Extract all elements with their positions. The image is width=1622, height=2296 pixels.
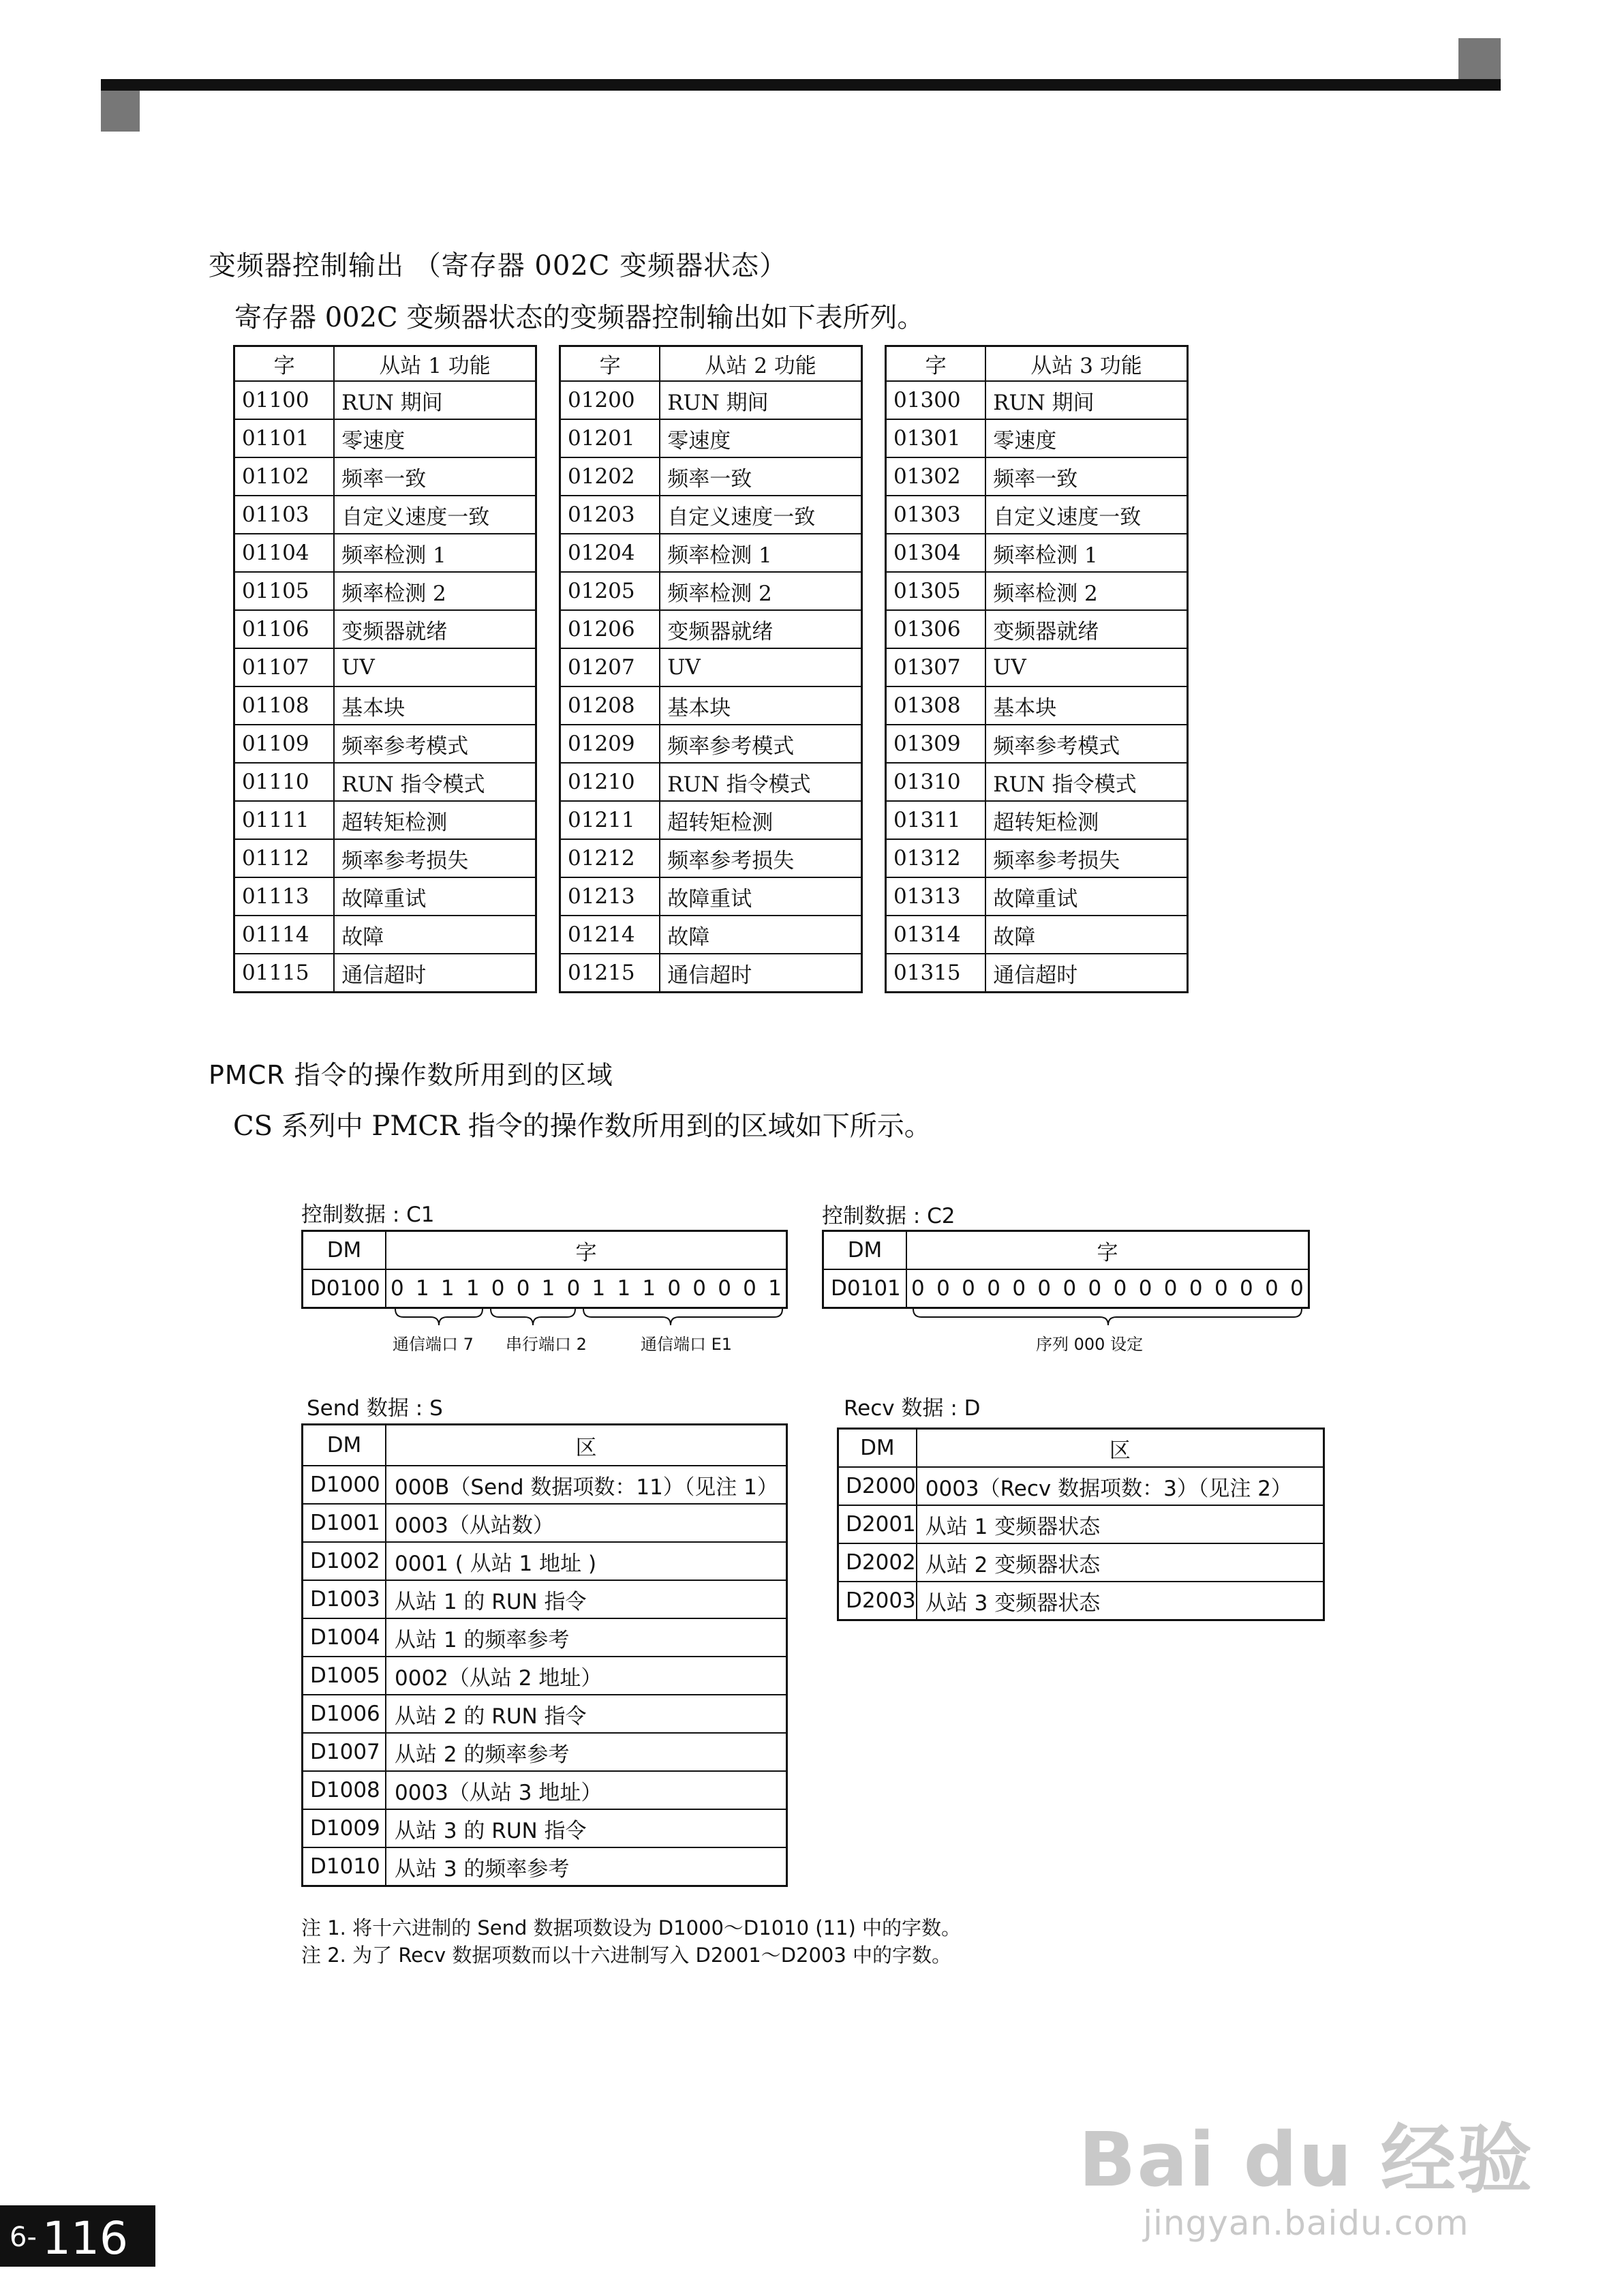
word-cell: 01115: [234, 954, 335, 993]
c1-col-word: 字: [386, 1231, 787, 1270]
page-number-value: 116: [42, 2212, 128, 2265]
bit-value: 0: [516, 1276, 530, 1301]
table-row: [886, 457, 1188, 496]
dm-cell: D1001: [303, 1504, 386, 1542]
function-cell: 频率一致: [660, 457, 861, 496]
word-cell: 01205: [560, 572, 660, 610]
bit-value: 0: [1189, 1276, 1203, 1301]
area-cell: 从站 3 的频率参考: [386, 1847, 787, 1886]
function-cell: 故障重试: [334, 877, 536, 916]
c2-bits: [911, 1276, 1308, 1301]
bit-value: 1: [465, 1276, 480, 1301]
table-row: [560, 725, 862, 763]
word-cell: 01204: [560, 534, 660, 572]
word-cell: 01210: [560, 763, 660, 801]
table-row: [560, 457, 862, 496]
word-cell: 01311: [886, 801, 986, 839]
area-cell: 0003（Recv 数据项数：3）（见注 2）: [917, 1467, 1324, 1505]
area-cell: 从站 1 变频器状态: [917, 1505, 1324, 1543]
word-cell: 01310: [886, 763, 986, 801]
dm-cell: D1010: [303, 1847, 386, 1886]
word-cell: 01207: [560, 648, 660, 686]
word-cell: 01100: [234, 381, 335, 419]
table-row: [886, 572, 1188, 610]
function-cell: 超转矩检测: [985, 801, 1187, 839]
area-cell: 0003（从站数）: [386, 1504, 787, 1542]
bit-value: 0: [1012, 1276, 1026, 1301]
word-cell: 01312: [886, 839, 986, 877]
c2-col-word: 字: [906, 1231, 1309, 1270]
function-cell: 频率参考模式: [660, 725, 861, 763]
bit-value: 0: [1290, 1276, 1304, 1301]
bit-value: 0: [667, 1276, 682, 1301]
area-cell: 从站 1 的 RUN 指令: [386, 1580, 787, 1618]
table-row: [886, 839, 1188, 877]
word-cell: 01212: [560, 839, 660, 877]
bit-value: 0: [1062, 1276, 1077, 1301]
table-row: [303, 1771, 787, 1809]
word-cell: 01108: [234, 686, 335, 725]
recv-col-dm: DM: [838, 1429, 917, 1468]
word-cell: 01114: [234, 916, 335, 954]
table-row: [886, 763, 1188, 801]
function-cell: RUN 期间: [660, 381, 861, 419]
function-cell: 基本块: [660, 686, 861, 725]
dm-cell: D1000: [303, 1466, 386, 1504]
table-row: [560, 610, 862, 648]
header-tab-right: [1458, 38, 1501, 80]
dm-cell: D1009: [303, 1809, 386, 1847]
bit-value: 0: [1088, 1276, 1102, 1301]
function-cell: 变频器就绪: [334, 610, 536, 648]
word-cell: 01315: [886, 954, 986, 993]
table-row: [886, 534, 1188, 572]
slave-table-1: [233, 345, 537, 993]
bit-value: 1: [592, 1276, 606, 1301]
dm-cell: D2002: [838, 1543, 917, 1582]
table-row: [234, 534, 536, 572]
c2-brace: [911, 1306, 1309, 1333]
bit-value: 0: [1138, 1276, 1152, 1301]
table-row: [560, 763, 862, 801]
table-row: [303, 1504, 787, 1542]
word-cell: 01104: [234, 534, 335, 572]
table-row: [838, 1543, 1324, 1582]
dm-cell: D1006: [303, 1695, 386, 1733]
word-cell: 01215: [560, 954, 660, 993]
function-cell: 频率一致: [985, 457, 1187, 496]
note-2: 注 2. 为了 Recv 数据项数而以十六进制写入 D2001～D2003 中的字数。: [301, 1944, 952, 1967]
section-intro-2: CS 系列中 PMCR 指令的操作数所用到的区域如下所示。: [233, 1111, 932, 1142]
column-header-word: 字: [560, 346, 660, 382]
table-row: [886, 725, 1188, 763]
word-cell: 01308: [886, 686, 986, 725]
c1-brace-label-1: 通信端口 7: [393, 1335, 474, 1354]
table-row: [303, 1809, 787, 1847]
word-cell: 01307: [886, 648, 986, 686]
send-table: [301, 1423, 788, 1887]
function-cell: 频率检测 1: [985, 534, 1187, 572]
bit-value: 0: [692, 1276, 706, 1301]
recv-col-area: 区: [917, 1429, 1324, 1468]
table-row: [886, 954, 1188, 993]
word-cell: 01202: [560, 457, 660, 496]
note-1: 注 1. 将十六进制的 Send 数据项数设为 D1000～D1010 (11) 中的字数。: [301, 1916, 962, 1939]
area-cell: 从站 2 变频器状态: [917, 1543, 1324, 1582]
c1-brace-label-3: 通信端口 E1: [641, 1335, 733, 1354]
table-row: [234, 686, 536, 725]
word-cell: 01300: [886, 381, 986, 419]
word-cell: 01309: [886, 725, 986, 763]
function-cell: 频率检测 2: [334, 572, 536, 610]
bit-value: 0: [718, 1276, 731, 1301]
table-row: [560, 916, 862, 954]
bit-value: 0: [1214, 1276, 1228, 1301]
header-rule: [101, 79, 1501, 91]
bit-value: 0: [1037, 1276, 1052, 1301]
c1-brace-label-2: 串行端口 2: [506, 1335, 587, 1354]
function-cell: 自定义速度一致: [660, 496, 861, 534]
send-label: Send 数据 : S: [307, 1396, 443, 1421]
area-cell: 从站 2 的频率参考: [386, 1733, 787, 1771]
column-header-word: 字: [886, 346, 986, 382]
function-cell: 零速度: [660, 419, 861, 457]
table-row: [838, 1505, 1324, 1543]
table-row: [303, 1580, 787, 1618]
column-header-word: 字: [234, 346, 335, 382]
function-cell: 变频器就绪: [660, 610, 861, 648]
table-row: [886, 419, 1188, 457]
function-cell: 通信超时: [660, 954, 861, 993]
c1-braces: [391, 1306, 786, 1333]
dm-cell: D1008: [303, 1771, 386, 1809]
function-cell: 零速度: [334, 419, 536, 457]
table-row: [560, 686, 862, 725]
word-cell: 01211: [560, 801, 660, 839]
dm-cell: D2003: [838, 1582, 917, 1620]
word-cell: 01201: [560, 419, 660, 457]
area-cell: 从站 3 的 RUN 指令: [386, 1809, 787, 1847]
dm-cell: D1005: [303, 1657, 386, 1695]
word-cell: 01213: [560, 877, 660, 916]
watermark-logo: Bai du 经验: [1078, 2116, 1533, 2203]
word-cell: 01304: [886, 534, 986, 572]
word-cell: 01302: [886, 457, 986, 496]
c1-bits: [391, 1276, 786, 1301]
area-cell: 0002（从站 2 地址）: [386, 1657, 787, 1695]
c1-dm-cell: D0100: [303, 1269, 386, 1308]
area-cell: 从站 2 的 RUN 指令: [386, 1695, 787, 1733]
table-row: [560, 839, 862, 877]
c1-col-dm: DM: [303, 1231, 386, 1270]
table-row: [886, 610, 1188, 648]
table-header-row: [886, 346, 1188, 382]
word-cell: 01305: [886, 572, 986, 610]
bit-value: 1: [440, 1276, 455, 1301]
table-row: [560, 496, 862, 534]
table-row: [560, 877, 862, 916]
table-row: [303, 1657, 787, 1695]
word-cell: 01314: [886, 916, 986, 954]
recv-table: [837, 1428, 1325, 1621]
section-title-2: PMCR 指令的操作数所用到的区域: [209, 1060, 613, 1090]
area-cell: 000B（Send 数据项数：11）（见注 1）: [386, 1466, 787, 1504]
c2-table: [822, 1230, 1310, 1309]
send-col-dm: DM: [303, 1425, 386, 1466]
table-row: [560, 954, 862, 993]
table-header-row: [234, 346, 536, 382]
word-cell: 01214: [560, 916, 660, 954]
watermark: [1079, 2100, 1533, 2243]
area-cell: 0001 ( 从站 1 地址 ): [386, 1542, 787, 1580]
function-cell: 故障: [334, 916, 536, 954]
c2-col-dm: DM: [823, 1231, 907, 1270]
notes: [301, 1914, 961, 1969]
table-row: [560, 419, 862, 457]
column-header-function: 从站 3 功能: [985, 346, 1187, 382]
function-cell: RUN 期间: [334, 381, 536, 419]
bit-value: 1: [415, 1276, 429, 1301]
function-cell: 频率检测 1: [660, 534, 861, 572]
dm-cell: D2000: [838, 1467, 917, 1505]
brace-serial-port: [491, 1309, 575, 1325]
function-cell: RUN 期间: [985, 381, 1187, 419]
table-row: [303, 1733, 787, 1771]
function-cell: 零速度: [985, 419, 1187, 457]
bit-value: 1: [642, 1276, 656, 1301]
table-row: [234, 916, 536, 954]
word-cell: 01105: [234, 572, 335, 610]
table-row: [303, 1466, 787, 1504]
table-row: [234, 877, 536, 916]
function-cell: UV: [660, 648, 861, 686]
function-cell: UV: [985, 648, 1187, 686]
word-cell: 01208: [560, 686, 660, 725]
section-intro: 寄存器 002C 变频器状态的变频器控制输出如下表所列。: [234, 302, 925, 333]
bit-value: 0: [1265, 1276, 1279, 1301]
table-row: [560, 381, 862, 419]
word-cell: 01303: [886, 496, 986, 534]
area-cell: 0003（从站 3 地址）: [386, 1771, 787, 1809]
function-cell: 频率参考损失: [985, 839, 1187, 877]
word-cell: 01200: [560, 381, 660, 419]
c2-dm-cell: D0101: [823, 1269, 907, 1308]
table-row: [234, 801, 536, 839]
table-row: [234, 648, 536, 686]
table-row: [234, 496, 536, 534]
table-row: [560, 648, 862, 686]
function-cell: 频率一致: [334, 457, 536, 496]
word-cell: 01112: [234, 839, 335, 877]
table-row: [303, 1542, 787, 1580]
table-row: [886, 381, 1188, 419]
bit-value: 0: [911, 1276, 925, 1301]
table-row: [303, 1695, 787, 1733]
bit-value: 1: [768, 1276, 782, 1301]
c1-label: 控制数据 : C1: [301, 1203, 435, 1227]
watermark-url: jingyan.baidu.com: [1143, 2203, 1469, 2243]
bit-value: 0: [962, 1276, 975, 1301]
bit-value: 1: [541, 1276, 555, 1301]
function-cell: 超转矩检测: [334, 801, 536, 839]
word-cell: 01301: [886, 419, 986, 457]
brace-comm-port: [395, 1309, 483, 1325]
dm-cell: D1004: [303, 1618, 386, 1657]
function-cell: RUN 指令模式: [334, 763, 536, 801]
function-cell: UV: [334, 648, 536, 686]
function-cell: 自定义速度一致: [334, 496, 536, 534]
word-cell: 01103: [234, 496, 335, 534]
word-cell: 01106: [234, 610, 335, 648]
slave-table-3: [885, 345, 1189, 993]
word-cell: 01113: [234, 877, 335, 916]
function-cell: 基本块: [334, 686, 536, 725]
bit-value: 0: [987, 1276, 1000, 1301]
table-row: [886, 496, 1188, 534]
function-cell: 通信超时: [985, 954, 1187, 993]
brace-sequence: [913, 1309, 1302, 1325]
table-header-row: [560, 346, 862, 382]
brace-comm-port-e1: [583, 1309, 782, 1325]
word-cell: 01102: [234, 457, 335, 496]
column-header-function: 从站 2 功能: [660, 346, 861, 382]
table-row: [234, 839, 536, 877]
function-cell: 频率参考模式: [334, 725, 536, 763]
bit-value: 0: [391, 1276, 404, 1301]
function-cell: 通信超时: [334, 954, 536, 993]
word-cell: 01306: [886, 610, 986, 648]
table-row: [303, 1847, 787, 1886]
function-cell: 频率参考损失: [660, 839, 861, 877]
dm-cell: D2001: [838, 1505, 917, 1543]
word-cell: 01313: [886, 877, 986, 916]
recv-label: Recv 数据 : D: [844, 1396, 981, 1421]
table-row: [886, 648, 1188, 686]
send-col-area: 区: [386, 1425, 787, 1466]
c2-brace-label: 序列 000 设定: [1036, 1335, 1144, 1354]
word-cell: 01101: [234, 419, 335, 457]
dm-cell: D1007: [303, 1733, 386, 1771]
function-cell: 频率检测 1: [334, 534, 536, 572]
table-row: [560, 534, 862, 572]
function-cell: 故障: [660, 916, 861, 954]
page-number-prefix: 6-: [10, 2222, 37, 2253]
table-row: [838, 1582, 1324, 1620]
column-header-function: 从站 1 功能: [334, 346, 536, 382]
function-cell: 自定义速度一致: [985, 496, 1187, 534]
table-row: [560, 801, 862, 839]
table-row: [886, 877, 1188, 916]
function-cell: 基本块: [985, 686, 1187, 725]
table-row: [234, 419, 536, 457]
function-cell: 故障重试: [660, 877, 861, 916]
c1-table: [301, 1230, 788, 1309]
header-tab-left: [101, 91, 140, 132]
word-cell: 01111: [234, 801, 335, 839]
bit-value: 1: [617, 1276, 631, 1301]
table-row: [234, 725, 536, 763]
table-row: [234, 610, 536, 648]
slave-table-2: [559, 345, 863, 993]
function-cell: 频率参考模式: [985, 725, 1187, 763]
table-row: [886, 801, 1188, 839]
dm-cell: D1003: [303, 1580, 386, 1618]
section-title: 变频器控制输出 （寄存器 002C 变频器状态）: [209, 250, 788, 282]
function-cell: 频率检测 2: [660, 572, 861, 610]
table-row: [886, 916, 1188, 954]
bit-value: 0: [1240, 1276, 1253, 1301]
table-row: [234, 457, 536, 496]
word-cell: 01109: [234, 725, 335, 763]
table-row: [303, 1618, 787, 1657]
table-row: [886, 686, 1188, 725]
table-row: [234, 954, 536, 993]
word-cell: 01209: [560, 725, 660, 763]
word-cell: 01110: [234, 763, 335, 801]
function-cell: 故障重试: [985, 877, 1187, 916]
function-cell: 超转矩检测: [660, 801, 861, 839]
word-cell: 01203: [560, 496, 660, 534]
function-cell: RUN 指令模式: [660, 763, 861, 801]
dm-cell: D1002: [303, 1542, 386, 1580]
table-row: [234, 572, 536, 610]
table-row: [560, 572, 862, 610]
word-cell: 01206: [560, 610, 660, 648]
table-row: [838, 1467, 1324, 1505]
c2-label: 控制数据 : C2: [822, 1204, 955, 1228]
table-row: [234, 381, 536, 419]
function-cell: 频率检测 2: [985, 572, 1187, 610]
bit-value: 0: [1163, 1276, 1178, 1301]
bit-value: 0: [566, 1276, 581, 1301]
word-cell: 01107: [234, 648, 335, 686]
area-cell: 从站 1 的频率参考: [386, 1618, 787, 1657]
function-cell: 频率参考损失: [334, 839, 536, 877]
function-cell: 故障: [985, 916, 1187, 954]
table-row: [234, 763, 536, 801]
page-number: [0, 2205, 155, 2267]
function-cell: 变频器就绪: [985, 610, 1187, 648]
area-cell: 从站 3 变频器状态: [917, 1582, 1324, 1620]
bit-value: 0: [491, 1276, 505, 1301]
bit-value: 0: [936, 1276, 950, 1301]
bit-value: 0: [1113, 1276, 1127, 1301]
bit-value: 0: [743, 1276, 756, 1301]
function-cell: RUN 指令模式: [985, 763, 1187, 801]
